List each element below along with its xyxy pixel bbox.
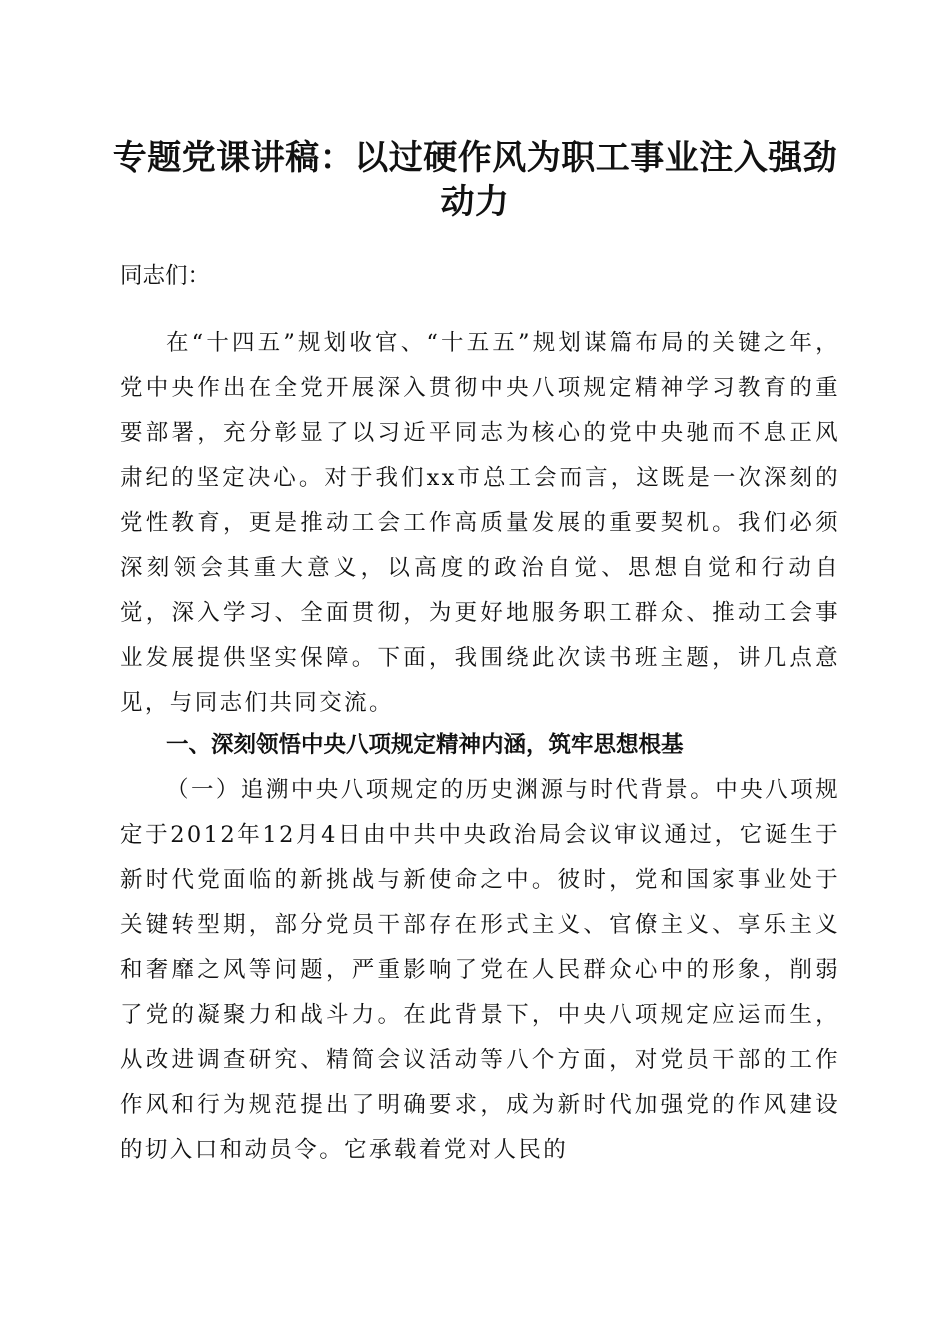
salutation: 同志们： xyxy=(120,263,211,289)
section-paragraph: （一）追溯中央八项规定的历史渊源与时代背景。中央八项规定于2012年12月4日由中共中央政治局会议审议通过，它诞生于新时代党面临的新挑战与新使命之中。彼时，党和国家事业处于关键转型期，部分党员干部存在形式主义、官僚主义、享乐主义和奢靡之风等问题，严重影响了党在人民群众心中的形象，削弱了党的凝聚力和战斗力。在此背景下，中央八项规定应运而生，从改进调查研究、精简会议活动等八个方面，对党员干部的工作作风和行为规范提出了明确要求，成为新时代加强党的作风建设的切入口和动员令。它承载着党对人民的 xyxy=(120,777,840,1163)
section-heading: 一、深刻领悟中央八项规定精神内涵，筑牢思想根基 xyxy=(166,732,684,758)
document-title: 专题党课讲稿：以过硬作风为职工事业注入强劲动力 xyxy=(112,138,838,222)
body-paragraph: 在“十四五”规划收官、“十五五”规划谋篇布局的关键之年，党中央作出在全党开展深入贯彻中央八项规定精神学习教育的重要部署，充分彰显了以习近平同志为核心的党中央驰而不息正风肃纪的坚定决心。对于我们xx市总工会而言，这既是一次深刻的党性教育，更是推动工会工作高质量发展的重要契机。我们必须深刻领会其重大意义，以高度的政治自觉、思想自觉和行动自觉，深入学习、全面贯彻，为更好地服务职工群众、推动工会事业发展提供坚实保障。下面，我围绕此次读书班主题，讲几点意见，与同志们共同交流。 xyxy=(120,330,840,716)
